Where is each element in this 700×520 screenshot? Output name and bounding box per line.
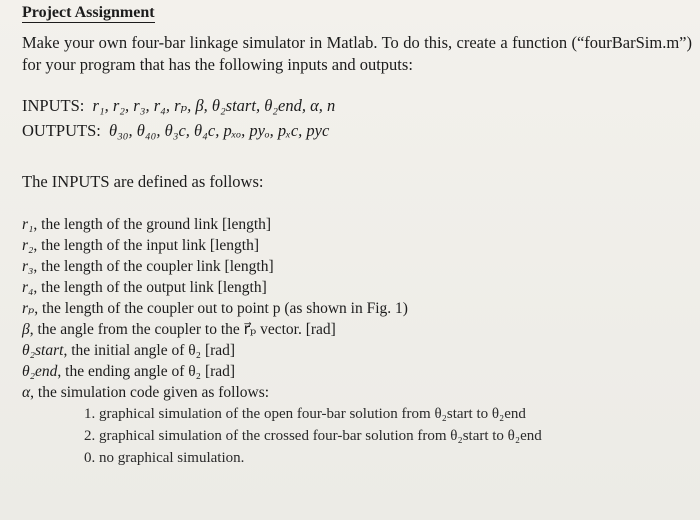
definition-text: , the length of the coupler out to point p (as shown in Fig. 1) bbox=[34, 300, 408, 317]
definition-item bbox=[22, 235, 682, 256]
definition-symbol: r₁ bbox=[22, 216, 34, 233]
definitions-list bbox=[22, 214, 682, 469]
definition-item bbox=[22, 361, 682, 382]
definition-text: , the initial angle of θ₂ [rad] bbox=[63, 342, 236, 359]
option-item: 1. graphical simulation of the open four-bar solution from θ₂start to θ₂end bbox=[84, 406, 526, 422]
outputs-label: OUTPUTS: bbox=[22, 121, 101, 140]
definition-item bbox=[22, 340, 682, 361]
inputs-vars: r₁, r₂, r₃, r₄, rₚ, β, θ₂start, θ₂end, α, n bbox=[92, 96, 336, 115]
option-item: 0. no graphical simulation. bbox=[84, 450, 245, 466]
definitions-heading: The INPUTS are defined as follows: bbox=[22, 172, 264, 191]
definition-text: , the ending angle of θ₂ [rad] bbox=[57, 363, 236, 380]
definition-symbol: r₂ bbox=[22, 237, 34, 254]
definition-text: , the simulation code given as follows: bbox=[30, 384, 270, 401]
definition-text: , the length of the coupler link [length] bbox=[33, 258, 274, 275]
definition-text: , the length of the output link [length] bbox=[33, 279, 267, 296]
definition-text: , the length of the input link [length] bbox=[33, 237, 259, 254]
definition-item bbox=[22, 319, 682, 340]
definition-symbol: θ₂start bbox=[22, 342, 64, 359]
definition-item bbox=[22, 298, 682, 319]
outputs-vars: θ₃₀, θ₄₀, θ₃c, θ₄c, pₓₒ, pyₒ, pₓc, pyc bbox=[108, 121, 330, 140]
definition-symbol: r₃ bbox=[22, 258, 34, 275]
definition-text: , the angle from the coupler to the r⃗ₚ vector. [rad] bbox=[29, 321, 336, 338]
definition-text: , the length of the ground link [length] bbox=[33, 216, 272, 233]
definition-symbol: rₚ bbox=[22, 300, 35, 317]
inputs-label: INPUTS: bbox=[22, 96, 85, 115]
definition-item bbox=[22, 256, 682, 277]
simulation-options bbox=[84, 403, 682, 469]
outputs-line bbox=[22, 121, 329, 141]
page-title: Project Assignment bbox=[22, 4, 155, 21]
option-item: 2. graphical simulation of the crossed four-bar solution from θ₂start to θ₂end bbox=[84, 428, 542, 444]
inputs-line bbox=[22, 96, 335, 116]
intro-paragraph: Make your own four-bar linkage simulator in Matlab. To do this, create a function (“fourBarSim.m”) for your program that has the following inputs and outputs: bbox=[22, 33, 692, 74]
definition-symbol: α bbox=[22, 384, 31, 401]
definition-item bbox=[22, 382, 682, 403]
definition-symbol: θ₂end bbox=[22, 363, 58, 380]
definition-item bbox=[22, 277, 682, 298]
definition-item bbox=[22, 214, 682, 235]
definition-symbol: β bbox=[22, 321, 30, 338]
definition-symbol: r₄ bbox=[22, 279, 34, 296]
